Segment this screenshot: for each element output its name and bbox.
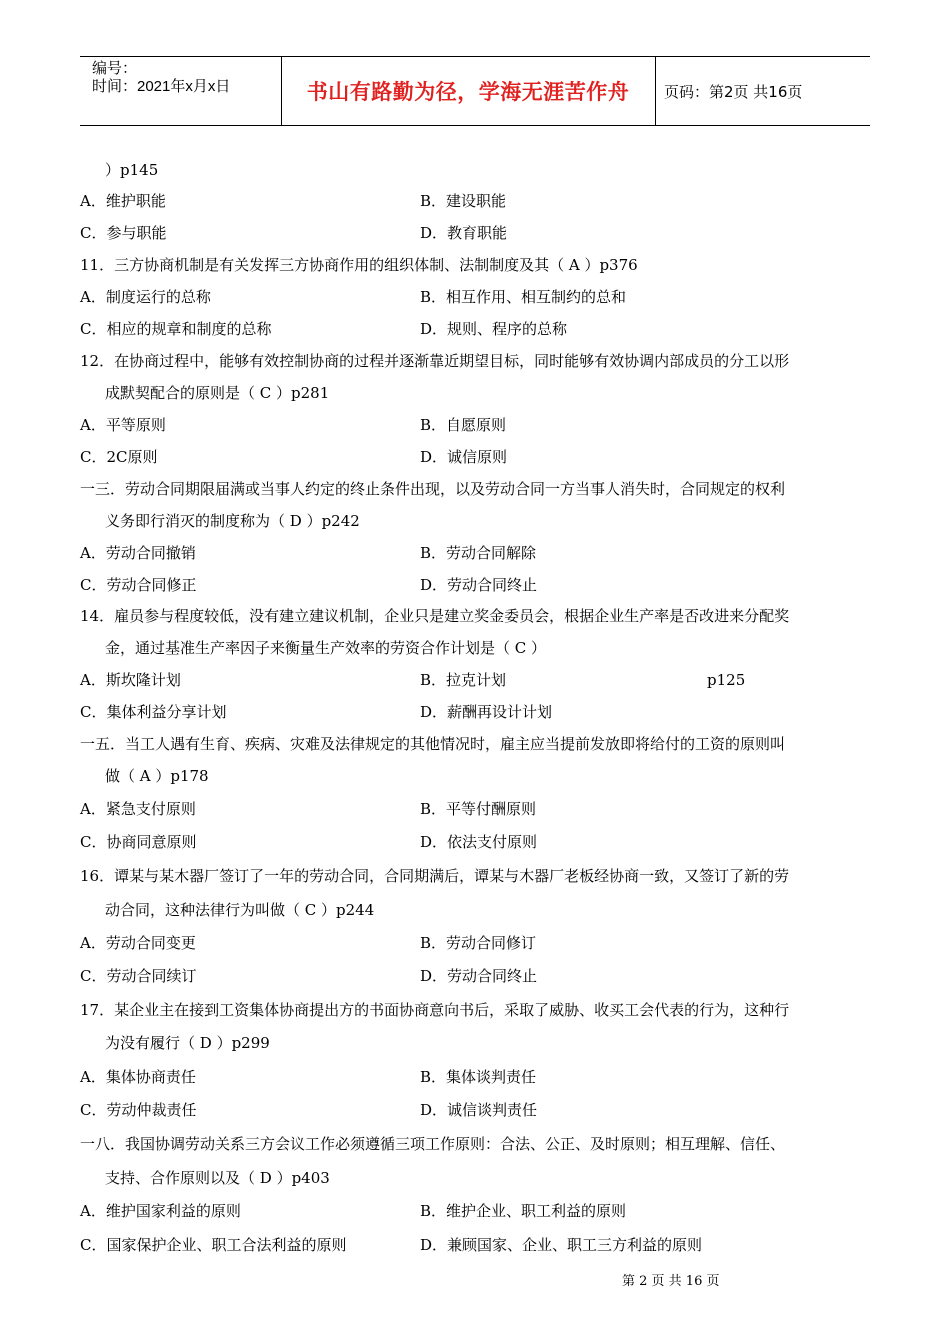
question-line: 11．三方协商机制是有关发挥三方协商作用的组织体制、法制制度及其（ A ）p376 <box>80 256 638 274</box>
page-footer: 第 2 页 共 16 页 <box>622 1274 720 1289</box>
question-line: 成默契配合的原则是（ C ）p281 <box>105 384 330 402</box>
option-left: A．劳动合同变更 <box>80 934 196 952</box>
option-left: A．劳动合同撤销 <box>80 544 196 562</box>
question-line: 为没有履行（ D ）p299 <box>105 1034 270 1052</box>
question-line: 14．雇员参与程度较低，没有建立建议机制，企业只是建立奖金委员会，根据企业生产率是否改进来分配奖 <box>80 607 790 625</box>
question-line: 做（ A ）p178 <box>105 767 209 785</box>
question-line: 金，通过基准生产率因子来衡量生产效率的劳资合作计划是（ C ） <box>105 639 547 657</box>
question-line: 义务即行消灭的制度称为（ D ）p242 <box>105 512 360 530</box>
option-right: D．兼顾国家、企业、职工三方利益的原则 <box>420 1236 703 1254</box>
option-right: B．劳动合同解除 <box>420 544 537 562</box>
header-meta <box>92 60 282 96</box>
option-left: A．斯坎隆计划 <box>80 671 181 689</box>
question-line: 一八．我国协调劳动关系三方会议工作必须遵循三项工作原则：合法、公正、及时原则；相互理解、信任、 <box>80 1135 786 1153</box>
option-left: A．紧急支付原则 <box>80 800 196 818</box>
question-line: 一五．当工人遇有生育、疾病、灾难及法律规定的其他情况时，雇主应当提前发放即将给付的工资的原则叫 <box>80 735 786 753</box>
option-right: D．诚信原则 <box>420 448 508 466</box>
header-page-info: 页码：第2页 共16页 <box>664 82 803 101</box>
option-right: D．诚信谈判责任 <box>420 1101 538 1119</box>
option-right: D．薪酬再设计计划 <box>420 703 553 721</box>
option-left: C．劳动合同修正 <box>80 576 197 594</box>
option-right: B．相互作用、相互制约的总和 <box>420 288 627 306</box>
option-left: C．劳动仲裁责任 <box>80 1101 197 1119</box>
question-line: ）p145 <box>105 161 159 179</box>
question-line: 17．某企业主在接到工资集体协商提出方的书面协商意向书后，采取了威胁、收买工会代表的行为，这种行 <box>80 1001 790 1019</box>
option-right: B．自愿原则 <box>420 416 507 434</box>
option-right: B．平等付酬原则 <box>420 800 537 818</box>
question-line: 支持、合作原则以及（ D ）p403 <box>105 1169 330 1187</box>
option-right: B．集体谈判责任 <box>420 1068 537 1086</box>
header-divider <box>655 57 656 125</box>
option-right: D．规则、程序的总称 <box>420 320 568 338</box>
header-motto: 书山有路勤为径，学海无涯苦作舟 <box>306 80 630 104</box>
option-right: D．劳动合同终止 <box>420 576 538 594</box>
option-left: A．集体协商责任 <box>80 1068 196 1086</box>
date-line: 时间：2021年x月x日 <box>92 78 231 95</box>
option-right: B．建设职能 <box>420 192 507 210</box>
option-left: A．平等原则 <box>80 416 166 434</box>
question-line: 12．在协商过程中，能够有效控制协商的过程并逐渐靠近期望目标，同时能够有效协调内部成员的分工以形 <box>80 352 790 370</box>
option-right: D．教育职能 <box>420 224 508 242</box>
option-left: C．协商同意原则 <box>80 833 197 851</box>
option-left: C．相应的规章和制度的总称 <box>80 320 272 338</box>
page-reference: p125 <box>707 671 746 689</box>
option-left: A．维护国家利益的原则 <box>80 1202 241 1220</box>
option-left: C．劳动合同续订 <box>80 967 197 985</box>
option-right: D．劳动合同终止 <box>420 967 538 985</box>
option-right: D．依法支付原则 <box>420 833 538 851</box>
option-left: A．制度运行的总称 <box>80 288 211 306</box>
option-left: C．集体利益分享计划 <box>80 703 227 721</box>
question-line: 动合同，这种法律行为叫做（ C ）p244 <box>105 901 375 919</box>
option-left: C．参与职能 <box>80 224 167 242</box>
option-left: C．国家保护企业、职工合法利益的原则 <box>80 1236 347 1254</box>
option-right: B．维护企业、职工利益的原则 <box>420 1202 627 1220</box>
page-header <box>80 56 870 126</box>
option-right: B．拉克计划 <box>420 671 507 689</box>
option-left: A．维护职能 <box>80 192 166 210</box>
question-line: 16．谭某与某木器厂签订了一年的劳动合同，合同期满后，谭某与木器厂老板经协商一致，又签订了新的劳 <box>80 867 790 885</box>
number-label: 编号： <box>92 60 138 77</box>
option-right: B．劳动合同修订 <box>420 934 537 952</box>
option-left: C．2C原则 <box>80 448 158 466</box>
question-line: 一三．劳动合同期限届满或当事人约定的终止条件出现，以及劳动合同一方当事人消失时，合同规定的权利 <box>80 480 786 498</box>
